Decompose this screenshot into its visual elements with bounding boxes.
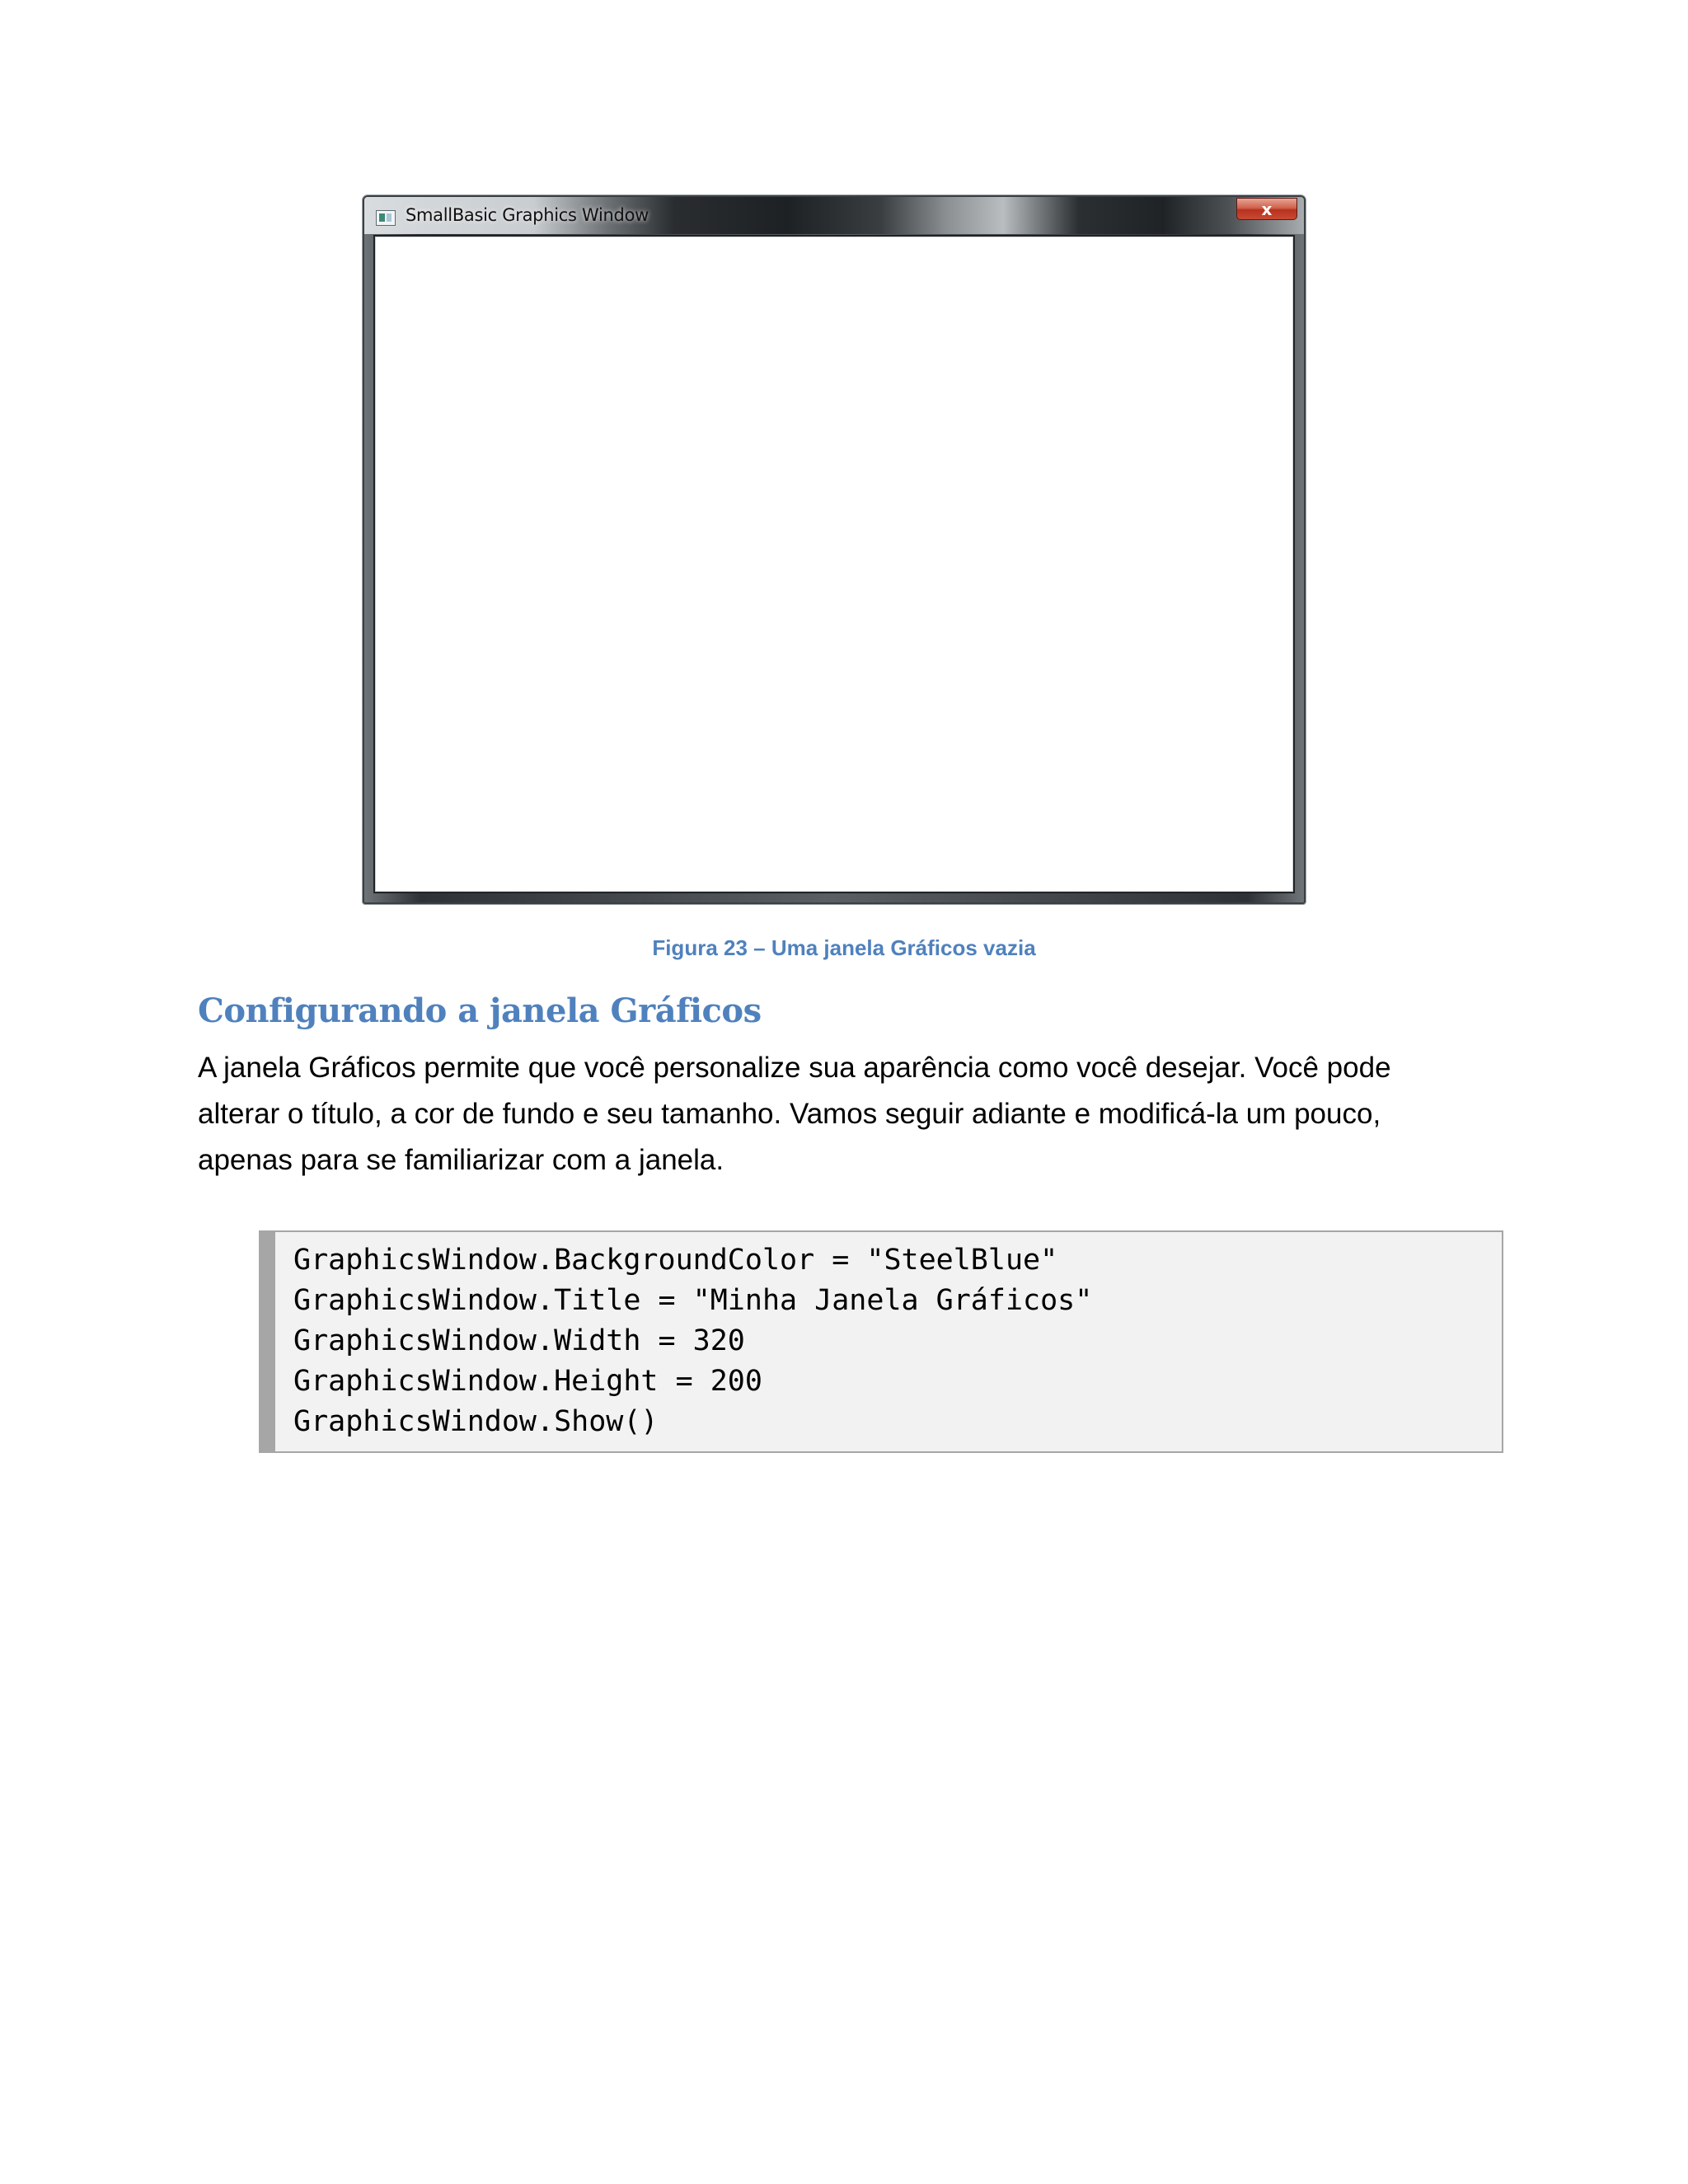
body-paragraph bbox=[198, 1045, 1517, 1183]
window-canvas bbox=[373, 235, 1295, 893]
code-line: GraphicsWindow.BackgroundColor = "SteelBlue" bbox=[293, 1244, 1058, 1277]
paragraph-line: A janela Gráficos permite que você personalize sua aparência como você desejar. Você pode bbox=[198, 1052, 1391, 1084]
code-line: GraphicsWindow.Title = "Minha Janela Gráficos" bbox=[293, 1284, 1093, 1317]
code-line: GraphicsWindow.Width = 320 bbox=[293, 1324, 745, 1357]
section-heading: Configurando a janela Gráficos bbox=[198, 991, 762, 1030]
window-titlebar bbox=[364, 197, 1304, 234]
close-icon: x bbox=[1261, 199, 1273, 219]
window-title: SmallBasic Graphics Window bbox=[406, 205, 649, 225]
code-line: GraphicsWindow.Show() bbox=[293, 1405, 659, 1438]
smallbasic-app-icon bbox=[376, 210, 396, 226]
code-block bbox=[259, 1230, 1503, 1453]
paragraph-line: alterar o título, a cor de fundo e seu tamanho. Vamos seguir adiante e modificá-la um pouco, bbox=[198, 1098, 1381, 1130]
close-button[interactable] bbox=[1236, 198, 1297, 220]
paragraph-line: apenas para se familiarizar com a janela. bbox=[198, 1144, 724, 1176]
figure-caption: Figura 23 – Uma janela Gráficos vazia bbox=[652, 935, 1036, 960]
code-line: GraphicsWindow.Height = 200 bbox=[293, 1365, 762, 1398]
graphics-window-figure bbox=[363, 195, 1306, 904]
